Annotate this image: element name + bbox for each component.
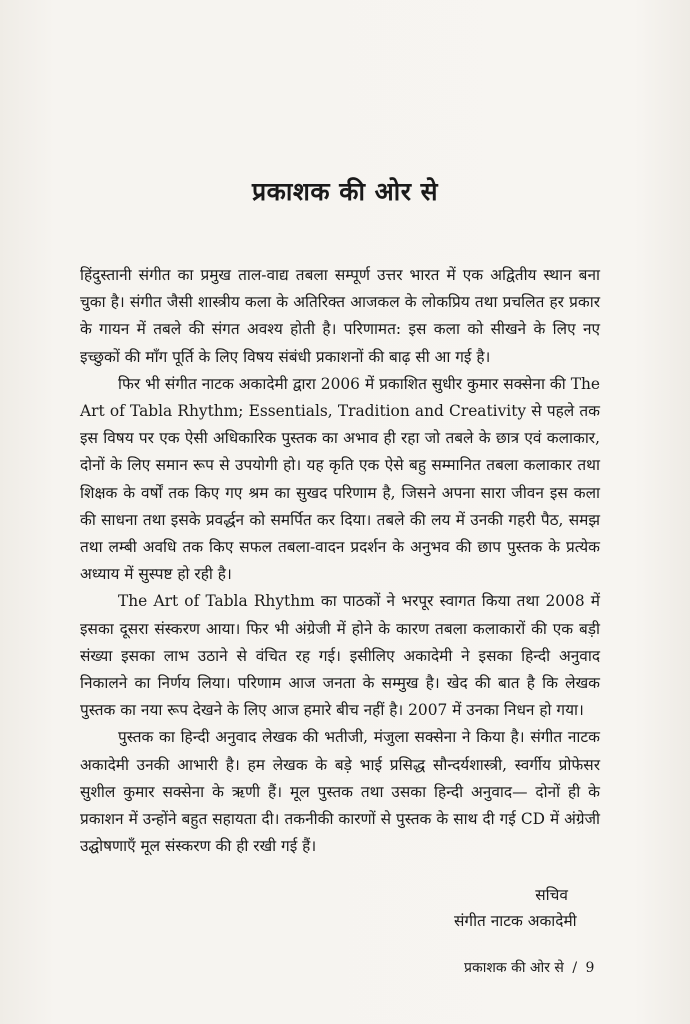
page-number: 9	[585, 960, 595, 976]
page-title: प्रकाशक की ओर से	[251, 177, 439, 206]
body-text	[80, 262, 600, 860]
signature-block	[454, 882, 577, 934]
paragraph-3: The Art of Tabla Rhythm का पाठकों ने भरपूर स्वागत किया तथा 2008 में इसका दूसरा संस्करण आया। फिर भी अंग्रेजी में होने के कारण तबला कलाकारों की एक बड़ी संख्या इसका लाभ उठाने से वंचित रह गई। इसीलिए अकादेमी ने इसका हिन्दी अनुवाद निकालने का निर्णय लिया। परिणाम आज जनता के सम्मुख है। खेद की बात है कि लेखक पुस्तक का नया रूप देखने के लिए आज हमारे बीच नहीं है। 2007 में उनका निधन हो गया।	[80, 592, 600, 720]
running-head: प्रकाशक की ओर से	[464, 960, 564, 976]
paragraph-1: हिंदुस्तानी संगीत का प्रमुख ताल-वाद्य तबला सम्पूर्ण उत्तर भारत में एक अद्वितीय स्थान बना चुका है। संगीत जैसी शास्त्रीय कला के अतिरिक्त आजकल के लोकप्रिय तथा प्रचलित हर प्रकार के गायन में तबले की संगत अवश्य होती है। परिणामत: इस कला को सीखने के लिए नए इच्छुकों की माँग पूर्ति के लिए विषय संबंधी प्रकाशनों की बाढ़ सी आ गई है।	[80, 266, 600, 366]
signature-organization: संगीत नाटक अकादेमी	[454, 912, 577, 930]
footer-separator: /	[572, 960, 578, 976]
page-footer	[464, 958, 594, 977]
paragraph-2: फिर भी संगीत नाटक अकादेमी द्वारा 2006 में प्रकाशित सुधीर कुमार सक्सेना की The Art of Tabla Rhythm; Essentials, Tradition and Creativity से पहले तक इस विषय पर एक ऐसी अधिकारिक पुस्तक का अभाव ही रहा जो तबले के छात्र एवं कलाकार, दोनों के लिए समान रूप से उपयोगी हो। यह कृति एक ऐसे बहु सम्मानित तबला कलाकार तथा शिक्षक के वर्षों तक किए गए श्रम का सुखद परिणाम है, जिसने अपना सारा जीवन इस कला की साधना तथा इसके प्रवर्द्धन को समर्पित कर दिया। तबले की लय में उनकी गहरी पैठ, समझ तथा लम्बी अवधि तक किए सफल तबला-वादन प्रदर्शन के अनुभव की छाप पुस्तक के प्रत्येक अध्याय में सुस्पष्ट हो रही है।	[80, 374, 600, 584]
paragraph-4: पुस्तक का हिन्दी अनुवाद लेखक की भतीजी, मंजुला सक्सेना ने किया है। संगीत नाटक अकादेमी उनकी आभारी है। हम लेखक के बड़े भाई प्रसिद्ध सौन्दर्यशास्त्री, स्वर्गीय प्रोफेसर सुशील कुमार सक्सेना के ऋणी हैं। मूल पुस्तक तथा उसका हिन्दी अनुवाद— दोनों ही के प्रकाशन में उन्होंने बहुत सहायता दी। तकनीकी कारणों से पुस्तक के साथ दी गई CD में अंग्रेजी उद्घोषणाएँ मूल संस्करण की ही रखी गई हैं।	[80, 728, 600, 856]
signature-designation: सचिव	[535, 886, 568, 904]
